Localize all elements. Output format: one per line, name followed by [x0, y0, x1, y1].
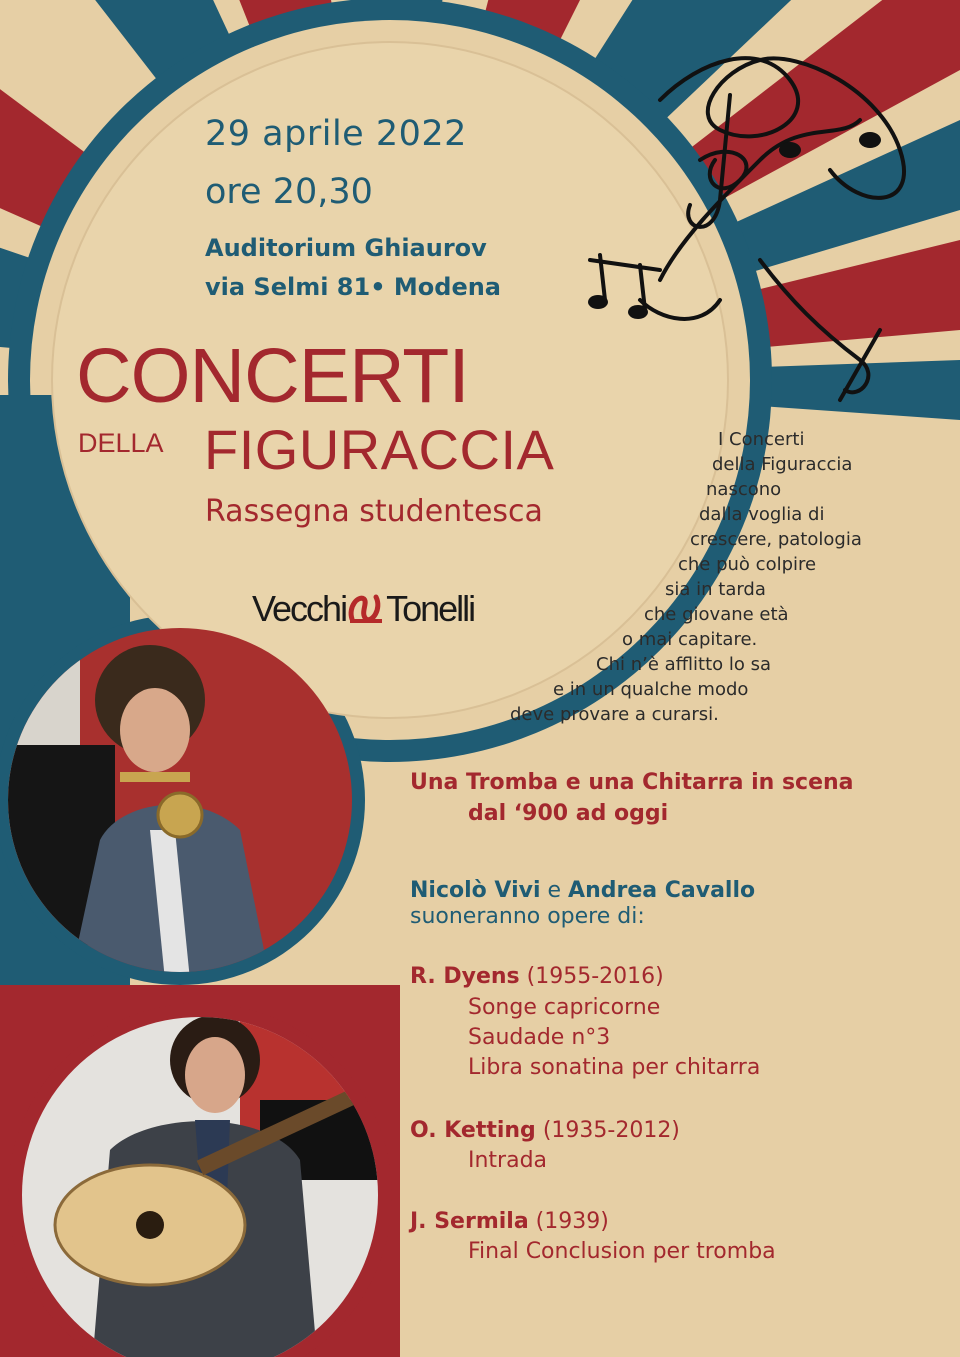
- blurb-line: che giovane età: [644, 604, 789, 625]
- event-address: via Selmi 81• Modena: [205, 273, 502, 301]
- blurb-line: nascono: [706, 479, 782, 500]
- title-della: DELLA: [78, 428, 164, 458]
- title-main: CONCERTI: [76, 333, 469, 419]
- composer-name: O. Ketting: [410, 1118, 536, 1143]
- sponsor-name-left: Vecchi: [252, 588, 347, 629]
- performers-line: [410, 876, 755, 905]
- performer-conj: e: [547, 878, 562, 903]
- blurb-line: che può colpire: [678, 554, 817, 575]
- blurb-line: o mai capitare.: [622, 629, 758, 650]
- blurb-line: sia in tarda: [665, 579, 766, 600]
- composer-years: (1935-2012): [542, 1118, 680, 1143]
- work-title: Intrada: [468, 1148, 548, 1173]
- sponsor-mark-icon: [346, 589, 386, 621]
- sponsor-logo: [252, 588, 474, 630]
- program-intro: suoneranno opere di:: [410, 904, 645, 929]
- program-subheadline: dal ‘900 ad oggi: [468, 801, 669, 826]
- event-date: 29 aprile 2022: [205, 114, 467, 154]
- program-headline: Una Tromba e una Chitarra in scena: [410, 770, 854, 795]
- event-venue: Auditorium Ghiaurov: [205, 234, 487, 262]
- title-sub: FIGURACCIA: [204, 418, 555, 481]
- work-title: Libra sonatina per chitarra: [468, 1055, 761, 1080]
- blurb-line: deve provare a curarsi.: [510, 704, 719, 725]
- composer-name: J. Sermila: [410, 1209, 529, 1234]
- sponsor-name-right: Tonelli: [386, 588, 475, 629]
- composer-entry: [410, 1207, 609, 1236]
- blurb-line: della Figuraccia: [712, 454, 853, 475]
- blurb-line: crescere, patologia: [690, 529, 862, 550]
- title-tagline: Rassegna studentesca: [205, 494, 543, 529]
- composer-name: R. Dyens: [410, 964, 520, 989]
- composer-years: (1939): [535, 1209, 609, 1234]
- blurb-line: I Concerti: [718, 429, 805, 450]
- composer-years: (1955-2016): [526, 964, 664, 989]
- composer-entry: [410, 1116, 680, 1145]
- performer-name: Andrea Cavallo: [568, 878, 756, 903]
- performer-name: Nicolò Vivi: [410, 878, 541, 903]
- blurb-line: Chi n’è afflitto lo sa: [596, 654, 772, 675]
- work-title: Songe capricorne: [468, 995, 661, 1020]
- event-time: ore 20,30: [205, 172, 373, 212]
- guitar-player-photo: [0, 1010, 400, 1357]
- work-title: Saudade n°3: [468, 1025, 611, 1050]
- blurb-line: dalla voglia di: [699, 504, 825, 525]
- work-title: Final Conclusion per tromba: [468, 1239, 776, 1264]
- trumpet-player-photo: [0, 620, 360, 980]
- composer-entry: [410, 962, 664, 991]
- blurb-line: e in un qualche modo: [553, 679, 749, 700]
